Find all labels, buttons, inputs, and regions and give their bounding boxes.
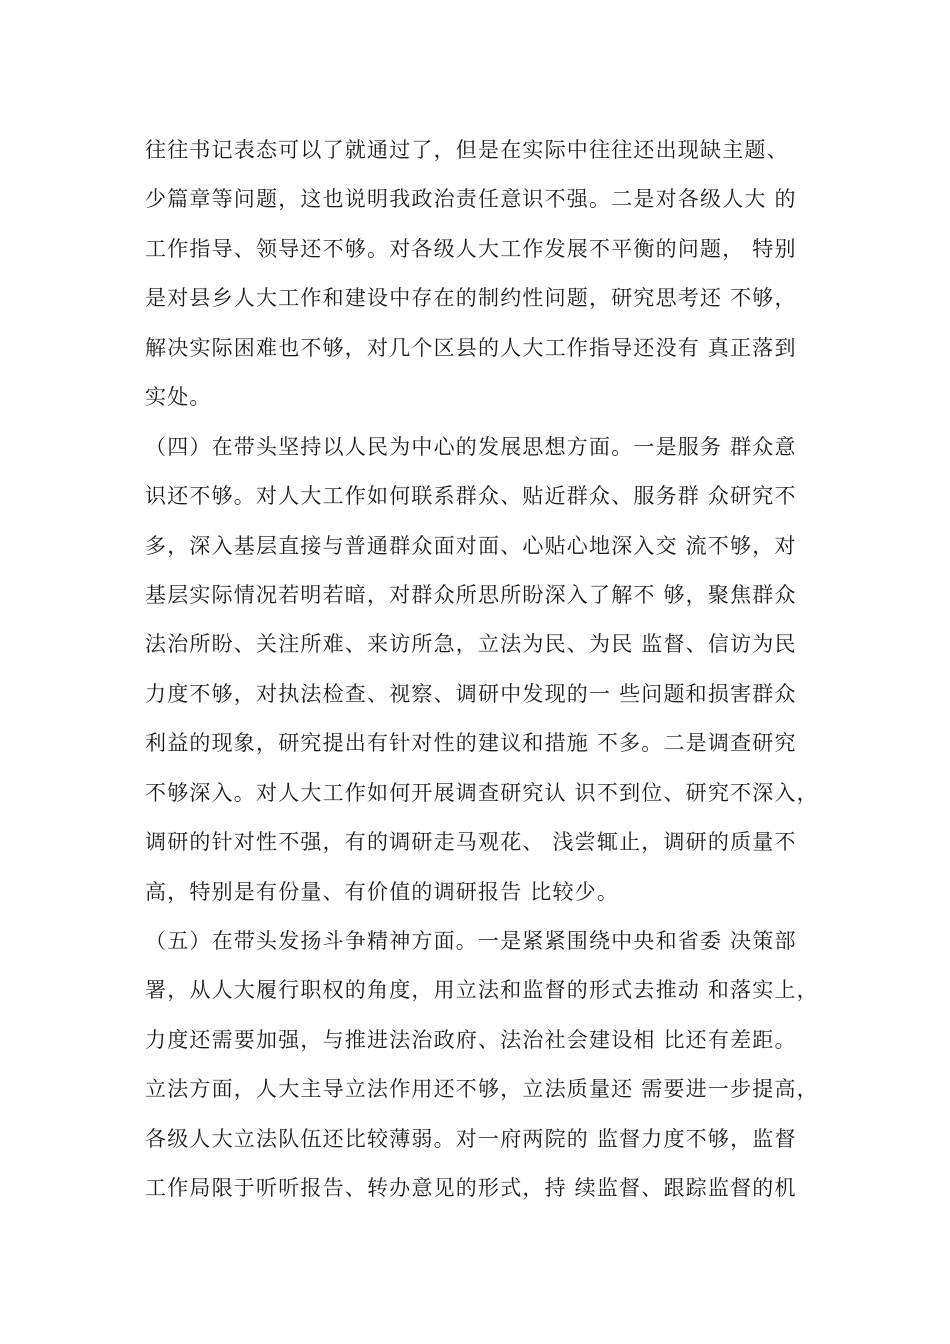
- text-line: 调研的针对性不强，有的调研走马观花、 浅尝辄止，调研的质量不: [145, 830, 797, 855]
- text-line: 利益的现象，研究提出有针对性的建议和措施 不多。二是调查研究: [145, 731, 797, 756]
- text-line: 法治所盼、关注所难、来访所急，立法为民、为民 监督、信访为民: [145, 632, 797, 657]
- text-line: 多，深入基层直接与普通群众面对面、心贴心地深入交 流不够，对: [145, 533, 797, 558]
- text-line: 解决实际困难也不够，对几个区县的人大工作指导还没有 真正落到: [145, 335, 797, 360]
- text-line: 署，从人大履行职权的角度，用立法和监督的形式去推动 和落实上，: [145, 978, 819, 1003]
- text-line: 工作局限于听听报告、转办意见的形式，持 续监督、跟踪监督的机: [145, 1176, 797, 1201]
- text-line: 实处。: [145, 385, 212, 410]
- text-line: 不够深入。对人大工作如何开展调查研究认 识不到位、研究不深入，: [145, 780, 819, 805]
- text-line: 力度不够，对执法检查、视察、调研中发现的一 些问题和损害群众: [145, 681, 797, 706]
- section-heading-line: （四）在带头坚持以人民为中心的发展思想方面。一是服务 群众意: [145, 434, 797, 459]
- text-line: 工作指导、领导还不够。对各级人大工作发展不平衡的问题， 特别: [145, 236, 797, 261]
- text-line: 各级人大立法队伍还比较薄弱。对一府两院的 监督力度不够，监督: [145, 1126, 797, 1151]
- text-line: 是对县乡人大工作和建设中存在的制约性问题，研究思考还 不够，: [145, 286, 797, 311]
- body-text: [145, 126, 819, 1214]
- text-line: 少篇章等问题，这也说明我政治责任意识不强。二是对各级人大 的: [145, 187, 797, 212]
- text-line: 高，特别是有份量、有价值的调研报告 比较少。: [145, 879, 620, 904]
- text-line: 往往书记表态可以了就通过了，但是在实际中往往还出现缺主题、: [145, 138, 789, 162]
- text-line: 识还不够。对人大工作如何联系群众、贴近群众、服务群 众研究不: [145, 484, 797, 509]
- section-heading-line: （五）在带头发扬斗争精神方面。一是紧紧围绕中央和省委 决策部: [145, 929, 797, 953]
- text-line: 立法方面，人大主导立法作用还不够，立法质量还 需要进一步提高，: [145, 1077, 819, 1102]
- text-line: 基层实际情况若明若暗，对群众所思所盼深入了解不 够，聚焦群众: [145, 582, 797, 607]
- text-line: 力度还需要加强，与推进法治政府、法治社会建设相 比还有差距。: [145, 1027, 797, 1052]
